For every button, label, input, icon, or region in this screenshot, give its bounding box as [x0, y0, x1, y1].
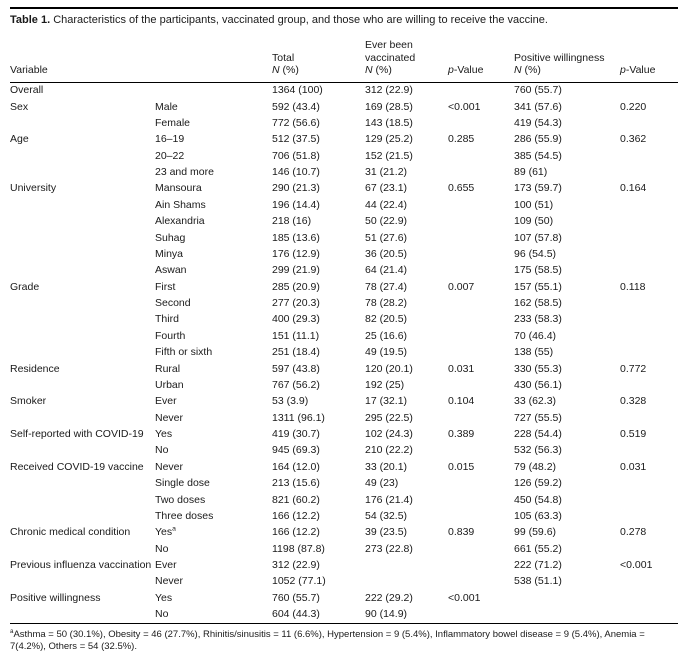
cell-p-vacc: [448, 345, 514, 361]
cell-willing: 222 (71.2): [514, 559, 562, 572]
cell-willing: 70 (46.4): [514, 329, 557, 342]
cell-p-vacc: 0.031: [448, 362, 475, 375]
cell-p-will: [620, 508, 678, 524]
cell-p-will: 0.031: [620, 460, 647, 473]
cell-p-will: [620, 214, 678, 230]
cell-total: 290 (21.3): [272, 182, 320, 195]
cell-category: Ever: [155, 559, 177, 572]
cell-vaccinated: 49 (23): [365, 477, 399, 490]
cell-willing: 727 (55.5): [514, 411, 562, 424]
table-row: [10, 132, 678, 148]
cell-vaccinated: 90 (14.9): [365, 608, 408, 621]
cell-variable: [10, 263, 155, 279]
table-row: [10, 557, 678, 573]
cell-total: 1198 (87.8): [272, 542, 325, 555]
table-row: [10, 246, 678, 262]
cell-p-vacc: [448, 164, 514, 180]
cell-willing: [514, 607, 620, 624]
cell-variable: [10, 214, 155, 230]
cell-p-vacc: [448, 246, 514, 262]
cell-total: 213 (15.6): [272, 477, 320, 490]
table-row: [10, 459, 678, 475]
cell-variable: [10, 197, 155, 213]
cell-total: 312 (22.9): [272, 559, 320, 572]
cell-total: 285 (20.9): [272, 280, 320, 293]
cell-variable: [10, 492, 155, 508]
cell-vaccinated: 273 (22.8): [365, 542, 413, 555]
cell-p-vacc: [448, 476, 514, 492]
cell-vaccinated: 102 (24.3): [365, 428, 413, 441]
cell-vaccinated: 143 (18.5): [365, 116, 413, 129]
cell-category: 20–22: [155, 149, 185, 162]
table-1: [10, 37, 678, 624]
table-row: [10, 426, 678, 442]
cell-variable: [10, 230, 155, 246]
cell-p-vacc: [448, 214, 514, 230]
cell-willing: 79 (48.2): [514, 460, 557, 473]
cell-total: 597 (43.8): [272, 362, 320, 375]
cell-willing: 430 (56.1): [514, 378, 562, 391]
cell-variable: Residence: [10, 362, 60, 375]
cell-p-vacc: [448, 377, 514, 393]
cell-category: Never: [155, 411, 184, 424]
cell-total: 164 (12.0): [272, 460, 320, 473]
table-row: [10, 492, 678, 508]
cell-total: 166 (12.2): [272, 509, 320, 522]
cell-willing: 105 (63.3): [514, 509, 562, 522]
cell-variable: Age: [10, 133, 29, 146]
cell-total: 176 (12.9): [272, 247, 320, 260]
cell-willing: 175 (58.5): [514, 264, 562, 277]
table-caption-label: Table 1.: [10, 14, 51, 26]
cell-p-will: [620, 377, 678, 393]
cell-variable: [10, 443, 155, 459]
table-row: [10, 328, 678, 344]
cell-p-will: [620, 82, 678, 99]
cell-p-will: 0.164: [620, 182, 647, 195]
cell-willing: 341 (57.6): [514, 100, 562, 113]
cell-p-vacc: [448, 312, 514, 328]
cell-p-will: [620, 295, 678, 311]
table-row: [10, 443, 678, 459]
table-row: [10, 99, 678, 115]
table-row: [10, 377, 678, 393]
cell-vaccinated: 36 (20.5): [365, 247, 408, 260]
table-row: [10, 197, 678, 213]
cell-variable: Positive willingness: [10, 591, 101, 604]
cell-category: Ever: [155, 395, 177, 408]
cell-willing: 100 (51): [514, 198, 554, 211]
cell-category: First: [155, 280, 176, 293]
table-row: [10, 279, 678, 295]
cell-category: Aswan: [155, 264, 187, 277]
cell-p-vacc: [448, 295, 514, 311]
cell-total: 592 (43.4): [272, 100, 320, 113]
table-row: [10, 115, 678, 131]
cell-willing: 532 (56.3): [514, 444, 562, 457]
cell-variable: [10, 607, 155, 624]
cell-p-will: [620, 328, 678, 344]
cell-category: Three doses: [155, 509, 214, 522]
table-row: [10, 394, 678, 410]
cell-p-will: [620, 230, 678, 246]
cell-willing: 286 (55.9): [514, 133, 562, 146]
cell-vaccinated: 295 (22.5): [365, 411, 413, 424]
cell-variable: [10, 476, 155, 492]
cell-willing: 419 (54.3): [514, 116, 562, 129]
cell-total: 419 (30.7): [272, 428, 320, 441]
cell-p-vacc: [448, 82, 514, 99]
cell-variable: University: [10, 182, 57, 195]
cell-variable: [10, 574, 155, 590]
cell-total: 299 (21.9): [272, 264, 320, 277]
cell-variable: Self-reported with COVID-19: [10, 428, 144, 441]
cell-category: Fifth or sixth: [155, 346, 213, 359]
cell-vaccinated: [365, 557, 448, 573]
cell-willing: 162 (58.5): [514, 297, 562, 310]
cell-variable: [10, 508, 155, 524]
table-row: [10, 148, 678, 164]
cell-willing: 99 (59.6): [514, 526, 557, 539]
cell-vaccinated: 50 (22.9): [365, 215, 408, 228]
cell-total: 767 (56.2): [272, 378, 320, 391]
cell-variable: [10, 295, 155, 311]
cell-p-will: 0.220: [620, 100, 647, 113]
table-caption: [10, 7, 678, 37]
cell-variable: [10, 541, 155, 557]
cell-p-will: 0.772: [620, 362, 647, 375]
cell-p-will: [620, 590, 678, 606]
table-row: [10, 476, 678, 492]
cell-category: Suhag: [155, 231, 186, 244]
cell-p-vacc: [448, 574, 514, 590]
cell-willing: 107 (57.8): [514, 231, 562, 244]
column-header-willingness: Positive willingness N (%): [514, 37, 620, 82]
cell-total: 185 (13.6): [272, 231, 320, 244]
cell-category: Never: [155, 460, 184, 473]
cell-p-vacc: [448, 492, 514, 508]
cell-variable: Smoker: [10, 395, 47, 408]
table-row: [10, 607, 678, 624]
cell-p-will: [620, 492, 678, 508]
cell-vaccinated: 82 (20.5): [365, 313, 408, 326]
cell-p-will: 0.118: [620, 280, 646, 293]
cell-total: 1052 (77.1): [272, 575, 326, 588]
cell-willing: 233 (58.3): [514, 313, 562, 326]
table-row: [10, 164, 678, 180]
cell-p-vacc: 0.655: [448, 182, 475, 195]
table-row: [10, 345, 678, 361]
cell-variable: [10, 164, 155, 180]
cell-p-will: [620, 263, 678, 279]
table-row: [10, 230, 678, 246]
cell-vaccinated: 39 (23.5): [365, 526, 408, 539]
cell-total: 277 (20.3): [272, 297, 320, 310]
cell-total: 706 (51.8): [272, 149, 320, 162]
cell-category: Ain Shams: [155, 198, 206, 211]
cell-willing: 173 (59.7): [514, 182, 562, 195]
cell-total: 146 (10.7): [272, 166, 320, 179]
cell-variable: [10, 345, 155, 361]
cell-willing: 89 (61): [514, 166, 548, 179]
cell-category: [155, 82, 272, 99]
table-row: [10, 574, 678, 590]
cell-vaccinated: 49 (19.5): [365, 346, 408, 359]
cell-total: 760 (55.7): [272, 591, 320, 604]
cell-total: 772 (56.6): [272, 116, 320, 129]
column-header-vaccinated: Ever been vaccinated N (%): [365, 37, 448, 82]
cell-p-will: [620, 541, 678, 557]
cell-total: 166 (12.2): [272, 526, 320, 539]
cell-willing: 228 (54.4): [514, 428, 562, 441]
cell-category: Third: [155, 313, 179, 326]
cell-p-will: [620, 345, 678, 361]
cell-category: Yes: [155, 591, 173, 604]
cell-vaccinated: 176 (21.4): [365, 493, 413, 506]
cell-category: Yes: [155, 428, 173, 441]
cell-willing: [514, 590, 620, 606]
footnote-text: Asthma = 50 (30.1%), Obesity = 46 (27.7%), Rhinitis/sinusitis = 11 (6.6%), Hypertension = 9 (5.4%), Inflammatory bowel disease = 9 (5.4%), Anemia = 7(4.2%), Others = 54 (32.5%).: [10, 628, 645, 653]
cell-willing: 330 (55.3): [514, 362, 562, 375]
cell-willing: 760 (55.7): [514, 84, 562, 97]
cell-p-vacc: 0.104: [448, 395, 475, 408]
cell-variable: Chronic medical condition: [10, 526, 131, 539]
cell-p-will: 0.328: [620, 395, 647, 408]
cell-vaccinated: 31 (21.2): [365, 166, 408, 179]
cell-willing: 96 (54.5): [514, 247, 557, 260]
cell-variable: Sex: [10, 100, 29, 113]
cell-total: 1364 (100): [272, 84, 323, 97]
cell-p-vacc: [448, 328, 514, 344]
cell-category: Minya: [155, 247, 184, 260]
cell-total: 196 (14.4): [272, 198, 320, 211]
table-row: [10, 590, 678, 606]
cell-variable: Received COVID-19 vaccine: [10, 460, 144, 473]
table-row: [10, 541, 678, 557]
cell-vaccinated: 78 (27.4): [365, 280, 408, 293]
cell-p-will: [620, 197, 678, 213]
footnote-reference: a: [172, 525, 176, 533]
cell-p-vacc: [448, 148, 514, 164]
cell-category: No: [155, 444, 169, 457]
table-row: [10, 263, 678, 279]
cell-variable: [10, 246, 155, 262]
cell-category: Two doses: [155, 493, 206, 506]
cell-category: Mansoura: [155, 182, 202, 195]
column-header-category: [155, 37, 272, 82]
cell-vaccinated: 120 (20.1): [365, 362, 413, 375]
cell-p-will: [620, 148, 678, 164]
cell-vaccinated: 67 (23.1): [365, 182, 408, 195]
column-header-pvalue-vaccinated: p-Value: [448, 37, 514, 82]
cell-p-vacc: 0.007: [448, 280, 475, 293]
cell-variable: Previous influenza vaccination: [10, 559, 152, 572]
cell-p-vacc: [448, 230, 514, 246]
cell-p-will: [620, 574, 678, 590]
cell-vaccinated: 222 (29.2): [365, 591, 413, 604]
cell-variable: [10, 115, 155, 131]
footnote-marker: a: [10, 627, 14, 635]
cell-category: 23 and more: [155, 166, 214, 179]
table-caption-text: Characteristics of the participants, vaccinated group, and those who are willing to receive the vaccine.: [53, 14, 548, 26]
cell-p-vacc: 0.285: [448, 133, 475, 146]
cell-willing: 450 (54.8): [514, 493, 562, 506]
cell-category: Male: [155, 100, 178, 113]
cell-p-vacc: [448, 607, 514, 624]
cell-p-will: [620, 476, 678, 492]
cell-total: 218 (16): [272, 215, 312, 228]
table-header: [10, 37, 678, 82]
cell-p-vacc: 0.389: [448, 428, 475, 441]
cell-willing: 385 (54.5): [514, 149, 562, 162]
cell-category: Female: [155, 116, 191, 129]
cell-p-vacc: 0.839: [448, 526, 475, 539]
table-row: [10, 508, 678, 524]
cell-vaccinated: 64 (21.4): [365, 264, 408, 277]
cell-category: No: [155, 608, 169, 621]
cell-p-vacc: [448, 541, 514, 557]
table-row: [10, 312, 678, 328]
cell-p-will: [620, 607, 678, 624]
cell-vaccinated: 192 (25): [365, 378, 405, 391]
cell-category: Never: [155, 575, 184, 588]
cell-vaccinated: 54 (32.5): [365, 509, 408, 522]
table-row: [10, 214, 678, 230]
cell-variable: Overall: [10, 84, 44, 97]
cell-willing: 126 (59.2): [514, 477, 562, 490]
cell-p-will: 0.519: [620, 428, 647, 441]
cell-vaccinated: 44 (22.4): [365, 198, 408, 211]
cell-willing: 157 (55.1): [514, 280, 562, 293]
cell-p-vacc: [448, 443, 514, 459]
cell-p-vacc: [448, 115, 514, 131]
cell-p-vacc: [448, 263, 514, 279]
table-body: [10, 82, 678, 623]
cell-category: Second: [155, 297, 191, 310]
cell-category: Alexandria: [155, 215, 205, 228]
cell-willing: 109 (50): [514, 215, 554, 228]
table-row: [10, 361, 678, 377]
cell-p-will: [620, 443, 678, 459]
cell-p-vacc: <0.001: [448, 591, 481, 604]
cell-p-will: 0.278: [620, 526, 647, 539]
cell-category: Fourth: [155, 329, 186, 342]
cell-p-will: <0.001: [620, 559, 653, 572]
cell-variable: Grade: [10, 280, 40, 293]
cell-category: Single dose: [155, 477, 210, 490]
cell-p-vacc: <0.001: [448, 100, 481, 113]
cell-p-vacc: 0.015: [448, 460, 475, 473]
cell-vaccinated: 312 (22.9): [365, 84, 413, 97]
table-row: [10, 525, 678, 541]
table-header-row: [10, 37, 678, 82]
cell-vaccinated: 78 (28.2): [365, 297, 408, 310]
cell-category: Urban: [155, 378, 184, 391]
cell-total: 821 (60.2): [272, 493, 320, 506]
cell-vaccinated: 210 (22.2): [365, 444, 413, 457]
column-header-total: Total N (%): [272, 37, 365, 82]
cell-vaccinated: 25 (16.6): [365, 329, 408, 342]
cell-willing: 33 (62.3): [514, 395, 557, 408]
column-header-variable: Variable: [10, 37, 155, 82]
cell-variable: [10, 312, 155, 328]
table-row: [10, 181, 678, 197]
table-footnote: [10, 629, 678, 654]
cell-total: 251 (18.4): [272, 346, 320, 359]
cell-category: 16–19: [155, 133, 185, 146]
cell-total: 151 (11.1): [272, 329, 320, 342]
cell-category: Rural: [155, 362, 181, 375]
cell-willing: 661 (55.2): [514, 542, 562, 555]
cell-willing: 538 (51.1): [514, 575, 562, 588]
cell-vaccinated: 33 (20.1): [365, 460, 408, 473]
cell-total: 400 (29.3): [272, 313, 320, 326]
cell-variable: [10, 410, 155, 426]
cell-p-will: [620, 410, 678, 426]
cell-total: 1311 (96.1): [272, 411, 325, 424]
cell-total: 53 (3.9): [272, 395, 309, 408]
table-row: [10, 295, 678, 311]
cell-total: 604 (44.3): [272, 608, 320, 621]
cell-p-vacc: [448, 197, 514, 213]
cell-vaccinated: [365, 574, 448, 590]
cell-vaccinated: 169 (28.5): [365, 100, 413, 113]
cell-p-vacc: [448, 557, 514, 573]
cell-total: 512 (37.5): [272, 133, 320, 146]
cell-p-vacc: [448, 410, 514, 426]
cell-variable: [10, 328, 155, 344]
cell-vaccinated: 17 (32.1): [365, 395, 408, 408]
cell-category: Yes$^a$: [155, 525, 176, 539]
table-row: [10, 410, 678, 426]
cell-total: 945 (69.3): [272, 444, 320, 457]
cell-category: No: [155, 542, 169, 555]
cell-p-will: [620, 115, 678, 131]
cell-p-will: 0.362: [620, 133, 647, 146]
cell-willing: 138 (55): [514, 346, 554, 359]
cell-p-will: [620, 246, 678, 262]
cell-p-will: [620, 312, 678, 328]
cell-variable: [10, 377, 155, 393]
column-header-pvalue-willingness: p-Value: [620, 37, 678, 82]
cell-vaccinated: 51 (27.6): [365, 231, 408, 244]
cell-vaccinated: 152 (21.5): [365, 149, 413, 162]
cell-p-vacc: [448, 508, 514, 524]
cell-variable: [10, 148, 155, 164]
cell-vaccinated: 129 (25.2): [365, 133, 413, 146]
cell-p-will: [620, 164, 678, 180]
table-row: [10, 82, 678, 99]
